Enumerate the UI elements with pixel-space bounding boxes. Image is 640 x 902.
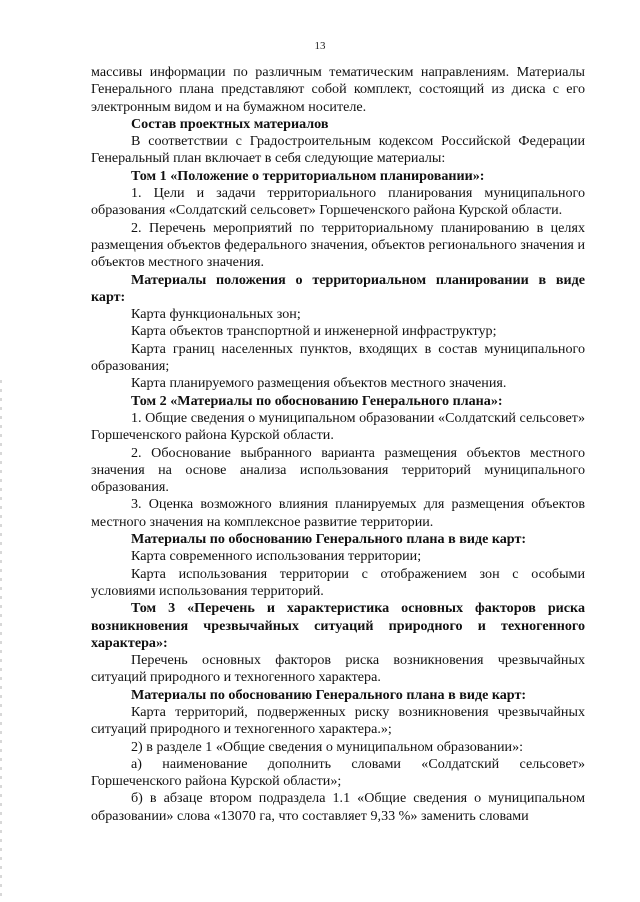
paragraph: массивы информации по различным тематическим направлениям. Материалы Генерального плана представляют собой комплект, состоящий из диска с его электронным видом и на бумажном носителе. xyxy=(91,64,585,115)
paragraph: 1. Цели и задачи территориального планирования муниципального образования «Солдатский сельсовет» Горшеченского района Курской области. xyxy=(91,185,585,219)
paragraph: Карта функциональных зон; xyxy=(131,306,301,323)
paragraph: В соответствии с Градостроительным кодексом Российской Федерации Генеральный план включает в себя следующие материалы: xyxy=(91,133,585,167)
paragraph: Карта территорий, подверженных риску возникновения чрезвычайных ситуаций природного и техногенного характера.»; xyxy=(91,703,585,738)
section-heading: Том 2 «Материалы по обоснованию Генерального плана»: xyxy=(131,392,503,409)
paragraph: 1. Общие сведения о муниципальном образовании «Солдатский сельсовет» Горшеченского района Курской области. xyxy=(91,409,585,444)
paragraph: 2. Перечень мероприятий по территориальному планированию в целях размещения объектов федерального значения, объектов регионального значения и объектов местного значения. xyxy=(91,219,585,271)
scan-edge-mark xyxy=(0,380,2,900)
paragraph: а) наименование дополнить словами «Солдатский сельсовет» Горшеченского района Курской области»; xyxy=(91,755,585,790)
paragraph: Карта современного использования территории; xyxy=(131,548,422,565)
paragraph: 2. Обоснование выбранного варианта размещения объектов местного значения на основе анализа использования территорий муниципального образования. xyxy=(91,444,585,496)
section-heading: Материалы по обоснованию Генерального плана в виде карт: xyxy=(131,686,527,703)
paragraph: б) в абзаце втором подраздела 1.1 «Общие сведения о муниципальном образовании» слова «13070 га, что составляет 9,33 %» заменить словами xyxy=(91,790,585,824)
document-body xyxy=(91,64,585,825)
paragraph: Карта использования территории с отображением зон с особыми условиями использования территорий. xyxy=(91,565,585,599)
paragraph: 3. Оценка возможного влияния планируемых для размещения объектов местного значения на комплексное развитие территории. xyxy=(91,496,585,530)
section-heading: Том 3 «Перечень и характеристика основных факторов риска возникновения чрезвычайных ситуаций природного и техногенного характера»: xyxy=(91,600,585,651)
section-heading: Материалы по обоснованию Генерального плана в виде карт: xyxy=(131,531,527,548)
paragraph: Перечень основных факторов риска возникновения чрезвычайных ситуаций природного и техногенного характера. xyxy=(91,652,585,686)
section-heading: Материалы положения о территориальном планировании в виде карт: xyxy=(91,271,585,305)
paragraph: 2) в разделе 1 «Общие сведения о муниципальном образовании»: xyxy=(131,738,524,755)
paragraph: Карта границ населенных пунктов, входящих в состав муниципального образования; xyxy=(91,340,585,375)
section-heading: Том 1 «Положение о территориальном планировании»: xyxy=(131,167,485,184)
page-number: 13 xyxy=(314,40,326,52)
paragraph: Карта объектов транспортной и инженерной инфраструктур; xyxy=(131,323,497,340)
section-heading: Состав проектных материалов xyxy=(131,115,329,132)
paragraph: Карта планируемого размещения объектов местного значения. xyxy=(131,375,507,392)
